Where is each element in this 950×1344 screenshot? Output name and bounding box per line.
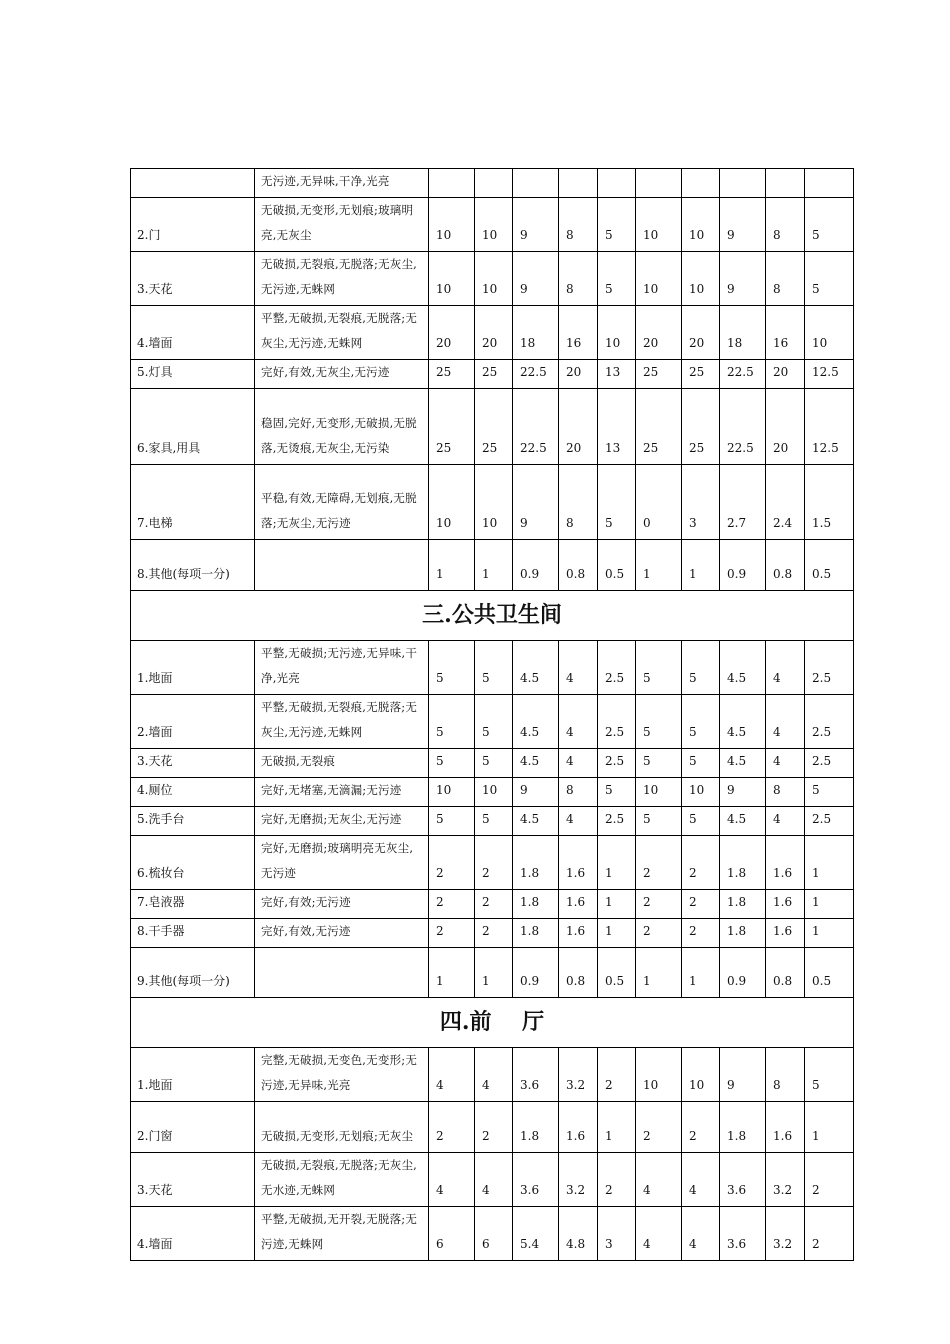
score-cell: 10 <box>429 252 475 306</box>
score-cell: 9 <box>720 1048 766 1102</box>
score-cell: 16 <box>559 306 598 360</box>
score-cell: 2 <box>805 1153 854 1207</box>
score-cell: 10 <box>682 1048 720 1102</box>
standard-cell: 完好,无磨损;玻璃明亮无灰尘,无污迹 <box>255 836 429 890</box>
score-cell: 13 <box>598 389 636 465</box>
score-cell: 25 <box>429 360 475 389</box>
score-cell: 3.2 <box>559 1153 598 1207</box>
item-cell: 5.灯具 <box>131 360 255 389</box>
score-cell: 12.5 <box>805 360 854 389</box>
score-cell <box>475 169 513 198</box>
score-cell: 2 <box>636 1102 682 1153</box>
score-cell: 1.6 <box>559 919 598 948</box>
score-cell: 22.5 <box>720 360 766 389</box>
score-cell: 4 <box>682 1153 720 1207</box>
score-cell: 8 <box>766 252 805 306</box>
score-cell: 22.5 <box>513 389 559 465</box>
score-cell: 2.5 <box>598 641 636 695</box>
score-cell: 1.6 <box>559 1102 598 1153</box>
score-cell: 16 <box>766 306 805 360</box>
table-row <box>131 919 854 948</box>
table-row <box>131 1102 854 1153</box>
score-cell: 2 <box>429 919 475 948</box>
score-cell: 1.8 <box>513 836 559 890</box>
score-cell: 4.5 <box>720 695 766 749</box>
score-cell: 0.5 <box>598 540 636 591</box>
score-cell: 4.5 <box>513 807 559 836</box>
score-cell <box>720 169 766 198</box>
score-cell: 2.5 <box>598 807 636 836</box>
score-cell: 1 <box>598 836 636 890</box>
score-cell: 4 <box>636 1153 682 1207</box>
score-cell: 1 <box>429 948 475 998</box>
score-cell: 6 <box>475 1207 513 1261</box>
item-cell <box>131 169 255 198</box>
table-row <box>131 540 854 591</box>
score-cell <box>513 169 559 198</box>
score-cell: 3.6 <box>513 1048 559 1102</box>
score-cell: 4 <box>429 1048 475 1102</box>
score-cell: 3.2 <box>766 1207 805 1261</box>
score-cell: 2 <box>682 919 720 948</box>
score-cell: 5 <box>475 695 513 749</box>
score-cell: 5 <box>598 778 636 807</box>
section-title: 四.前 厅 <box>439 1009 545 1035</box>
score-cell: 10 <box>475 778 513 807</box>
score-cell <box>805 169 854 198</box>
score-cell: 25 <box>475 389 513 465</box>
score-cell: 10 <box>429 778 475 807</box>
score-cell: 1.8 <box>720 836 766 890</box>
item-cell: 5.洗手台 <box>131 807 255 836</box>
score-cell: 1 <box>805 1102 854 1153</box>
table-row <box>131 198 854 252</box>
standard-cell: 无破损,无变形,无划痕;玻璃明亮,无灰尘 <box>255 198 429 252</box>
score-cell: 9 <box>513 252 559 306</box>
score-cell: 5 <box>429 749 475 778</box>
standard-cell: 无破损,无裂痕,无脱落;无灰尘,无污迹,无蛛网 <box>255 252 429 306</box>
score-cell: 5 <box>429 695 475 749</box>
standard-cell: 无破损,无变形,无划痕;无灰尘 <box>255 1102 429 1153</box>
score-cell: 8 <box>766 1048 805 1102</box>
item-cell: 4.墙面 <box>131 1207 255 1261</box>
score-cell: 2 <box>429 1102 475 1153</box>
score-cell: 9 <box>720 198 766 252</box>
score-cell: 0.8 <box>766 948 805 998</box>
standard-cell: 平整,无破损;无污迹,无异味,干净,光亮 <box>255 641 429 695</box>
score-cell: 25 <box>682 389 720 465</box>
score-cell: 6 <box>429 1207 475 1261</box>
score-cell: 10 <box>636 252 682 306</box>
score-cell: 0.8 <box>559 540 598 591</box>
score-cell: 5 <box>805 198 854 252</box>
table-row <box>131 807 854 836</box>
score-cell: 8 <box>559 198 598 252</box>
score-cell: 22.5 <box>513 360 559 389</box>
score-cell: 10 <box>636 778 682 807</box>
score-cell: 1.8 <box>513 890 559 919</box>
score-cell: 25 <box>682 360 720 389</box>
score-cell: 2 <box>475 919 513 948</box>
score-cell: 10 <box>429 198 475 252</box>
score-cell: 4.5 <box>720 749 766 778</box>
standard-cell <box>255 948 429 998</box>
score-cell: 5 <box>805 1048 854 1102</box>
score-cell: 9 <box>513 778 559 807</box>
score-cell: 3.2 <box>766 1153 805 1207</box>
table-row <box>131 360 854 389</box>
score-cell: 3.6 <box>720 1153 766 1207</box>
score-cell: 4 <box>766 749 805 778</box>
table-row <box>131 389 854 465</box>
score-cell: 2.5 <box>805 807 854 836</box>
table-row <box>131 465 854 540</box>
score-cell: 1 <box>636 948 682 998</box>
score-cell: 4 <box>766 807 805 836</box>
score-cell: 1.6 <box>559 836 598 890</box>
score-cell: 8 <box>559 778 598 807</box>
score-cell: 5 <box>636 807 682 836</box>
score-cell: 0 <box>636 465 682 540</box>
item-cell: 6.家具,用具 <box>131 389 255 465</box>
score-cell: 1 <box>598 890 636 919</box>
item-cell: 7.电梯 <box>131 465 255 540</box>
standard-cell: 平稳,有效,无障碍,无划痕,无脱落;无灰尘,无污迹 <box>255 465 429 540</box>
score-cell: 4.5 <box>513 695 559 749</box>
score-cell: 9 <box>720 252 766 306</box>
score-cell: 9 <box>513 465 559 540</box>
score-cell: 4.8 <box>559 1207 598 1261</box>
score-cell: 5.4 <box>513 1207 559 1261</box>
score-cell: 18 <box>513 306 559 360</box>
standard-cell: 完好,有效;无污迹 <box>255 890 429 919</box>
item-cell: 1.地面 <box>131 641 255 695</box>
score-cell: 4 <box>559 695 598 749</box>
score-cell: 10 <box>636 198 682 252</box>
score-cell: 2 <box>598 1048 636 1102</box>
score-cell: 5 <box>682 807 720 836</box>
score-cell: 3.2 <box>559 1048 598 1102</box>
table-row <box>131 306 854 360</box>
score-cell <box>559 169 598 198</box>
score-cell: 1.6 <box>766 890 805 919</box>
section-heading-cell <box>131 591 854 641</box>
section-heading-cell <box>131 998 854 1048</box>
score-cell: 5 <box>682 749 720 778</box>
item-cell: 9.其他(每项一分) <box>131 948 255 998</box>
score-cell: 3 <box>598 1207 636 1261</box>
score-cell: 20 <box>636 306 682 360</box>
score-cell: 12.5 <box>805 389 854 465</box>
item-cell: 3.天花 <box>131 1153 255 1207</box>
standard-cell: 平整,无破损,无裂痕,无脱落;无灰尘,无污迹,无蛛网 <box>255 306 429 360</box>
score-cell: 4.5 <box>513 641 559 695</box>
item-cell: 3.天花 <box>131 252 255 306</box>
table-row <box>131 749 854 778</box>
score-cell: 25 <box>429 389 475 465</box>
score-cell: 1 <box>682 948 720 998</box>
score-cell <box>429 169 475 198</box>
score-cell: 18 <box>720 306 766 360</box>
score-cell: 20 <box>682 306 720 360</box>
score-cell: 1 <box>475 540 513 591</box>
item-cell: 2.门 <box>131 198 255 252</box>
score-cell: 2 <box>429 836 475 890</box>
score-cell: 4 <box>475 1153 513 1207</box>
item-cell: 2.墙面 <box>131 695 255 749</box>
score-cell: 0.5 <box>598 948 636 998</box>
score-cell: 4 <box>429 1153 475 1207</box>
score-cell: 10 <box>475 252 513 306</box>
score-cell: 0.9 <box>720 540 766 591</box>
item-cell: 8.干手器 <box>131 919 255 948</box>
score-cell <box>598 169 636 198</box>
table-row <box>131 1153 854 1207</box>
score-cell: 2.5 <box>598 695 636 749</box>
score-cell: 20 <box>475 306 513 360</box>
score-cell: 1.8 <box>720 1102 766 1153</box>
score-cell: 2.5 <box>805 695 854 749</box>
score-cell: 2.5 <box>805 641 854 695</box>
score-cell: 1 <box>805 919 854 948</box>
score-cell: 5 <box>475 641 513 695</box>
score-cell: 4 <box>766 641 805 695</box>
item-cell: 3.天花 <box>131 749 255 778</box>
score-cell: 20 <box>559 389 598 465</box>
item-cell: 7.皂液器 <box>131 890 255 919</box>
table-row <box>131 695 854 749</box>
table-row <box>131 948 854 998</box>
table-row <box>131 778 854 807</box>
score-cell: 5 <box>636 749 682 778</box>
score-cell: 2 <box>475 1102 513 1153</box>
score-cell: 0.9 <box>513 540 559 591</box>
score-cell: 5 <box>429 807 475 836</box>
score-cell: 4 <box>766 695 805 749</box>
score-cell: 1.5 <box>805 465 854 540</box>
score-cell: 1.8 <box>720 890 766 919</box>
standard-cell: 无破损,无裂痕,无脱落;无灰尘,无水迹,无蛛网 <box>255 1153 429 1207</box>
score-cell: 5 <box>429 641 475 695</box>
score-cell: 2 <box>682 836 720 890</box>
score-cell: 1 <box>429 540 475 591</box>
score-cell: 2.4 <box>766 465 805 540</box>
item-cell: 4.墙面 <box>131 306 255 360</box>
table-body <box>131 169 854 1261</box>
score-cell: 4 <box>475 1048 513 1102</box>
score-cell: 5 <box>682 641 720 695</box>
score-cell: 20 <box>429 306 475 360</box>
table-row <box>131 641 854 695</box>
score-cell: 4 <box>559 641 598 695</box>
score-cell <box>682 169 720 198</box>
section-heading-row <box>131 591 854 641</box>
score-cell: 2 <box>429 890 475 919</box>
score-cell: 5 <box>805 252 854 306</box>
score-cell: 5 <box>636 695 682 749</box>
score-cell: 0.5 <box>805 948 854 998</box>
standard-cell: 平整,无破损,无裂痕,无脱落;无灰尘,无污迹,无蛛网 <box>255 695 429 749</box>
item-cell: 8.其他(每项一分) <box>131 540 255 591</box>
score-cell: 5 <box>805 778 854 807</box>
score-cell: 1 <box>805 890 854 919</box>
score-cell: 8 <box>559 252 598 306</box>
score-cell: 0.8 <box>559 948 598 998</box>
score-cell: 1 <box>636 540 682 591</box>
score-cell: 1.6 <box>559 890 598 919</box>
score-cell: 1 <box>598 1102 636 1153</box>
score-cell: 10 <box>682 252 720 306</box>
score-cell: 5 <box>598 252 636 306</box>
table-row <box>131 1048 854 1102</box>
score-cell: 2.5 <box>598 749 636 778</box>
table-row <box>131 836 854 890</box>
score-cell: 2 <box>805 1207 854 1261</box>
score-cell: 2 <box>636 836 682 890</box>
score-cell: 3 <box>682 465 720 540</box>
item-cell: 1.地面 <box>131 1048 255 1102</box>
score-cell: 10 <box>805 306 854 360</box>
score-cell: 1 <box>598 919 636 948</box>
score-cell: 4.5 <box>720 641 766 695</box>
table-row <box>131 1207 854 1261</box>
score-cell: 0.9 <box>720 948 766 998</box>
item-cell: 6.梳妆台 <box>131 836 255 890</box>
table-row <box>131 890 854 919</box>
score-cell: 2 <box>636 919 682 948</box>
score-cell: 20 <box>766 389 805 465</box>
score-cell: 1.8 <box>720 919 766 948</box>
score-cell: 3.6 <box>720 1207 766 1261</box>
score-cell: 8 <box>766 198 805 252</box>
score-cell: 3.6 <box>513 1153 559 1207</box>
score-cell: 0.9 <box>513 948 559 998</box>
standard-cell: 完好,无堵塞,无滴漏;无污迹 <box>255 778 429 807</box>
score-cell: 10 <box>475 465 513 540</box>
score-cell: 5 <box>475 807 513 836</box>
score-cell: 2 <box>682 1102 720 1153</box>
standard-cell: 稳固,完好,无变形,无破损,无脱落,无烫痕,无灰尘,无污染 <box>255 389 429 465</box>
score-cell: 13 <box>598 360 636 389</box>
standard-cell: 完好,有效,无灰尘,无污迹 <box>255 360 429 389</box>
score-cell: 25 <box>636 389 682 465</box>
score-cell: 5 <box>475 749 513 778</box>
score-cell: 2 <box>475 836 513 890</box>
score-cell: 2.5 <box>805 749 854 778</box>
score-cell: 9 <box>720 778 766 807</box>
score-cell: 0.8 <box>766 540 805 591</box>
standard-cell: 完好,无磨损;无灰尘,无污迹 <box>255 807 429 836</box>
standard-cell: 完整,无破损,无变色,无变形;无污迹,无异味,光亮 <box>255 1048 429 1102</box>
score-cell: 8 <box>559 465 598 540</box>
score-cell: 22.5 <box>720 389 766 465</box>
score-cell: 4 <box>559 807 598 836</box>
score-cell: 2 <box>475 890 513 919</box>
score-cell: 5 <box>598 198 636 252</box>
score-cell: 10 <box>682 778 720 807</box>
standard-cell: 平整,无破损,无开裂,无脱落;无污迹,无蛛网 <box>255 1207 429 1261</box>
score-cell: 4.5 <box>720 807 766 836</box>
inspection-score-table <box>130 168 854 1261</box>
section-title: 三.公共卫生间 <box>422 602 562 628</box>
score-cell: 9 <box>513 198 559 252</box>
score-cell: 4 <box>559 749 598 778</box>
score-cell: 2 <box>682 890 720 919</box>
item-cell: 2.门窗 <box>131 1102 255 1153</box>
score-cell: 1.6 <box>766 919 805 948</box>
score-cell <box>636 169 682 198</box>
table-row <box>131 252 854 306</box>
score-cell: 20 <box>559 360 598 389</box>
score-cell: 1 <box>682 540 720 591</box>
standard-cell: 完好,有效,无污迹 <box>255 919 429 948</box>
score-cell: 4.5 <box>513 749 559 778</box>
score-cell <box>766 169 805 198</box>
score-cell: 25 <box>636 360 682 389</box>
score-cell: 25 <box>475 360 513 389</box>
score-cell: 1.8 <box>513 1102 559 1153</box>
standard-cell: 无破损,无裂痕 <box>255 749 429 778</box>
score-cell: 10 <box>475 198 513 252</box>
score-cell: 1.8 <box>513 919 559 948</box>
score-cell: 1.6 <box>766 836 805 890</box>
item-cell: 4.厕位 <box>131 778 255 807</box>
score-cell: 5 <box>682 695 720 749</box>
score-cell: 8 <box>766 778 805 807</box>
score-cell: 4 <box>682 1207 720 1261</box>
section-heading-row <box>131 998 854 1048</box>
score-cell: 10 <box>636 1048 682 1102</box>
score-cell: 20 <box>766 360 805 389</box>
score-cell: 10 <box>429 465 475 540</box>
score-cell: 5 <box>598 465 636 540</box>
standard-cell: 无污迹,无异味,干净,光亮 <box>255 169 429 198</box>
score-cell: 2 <box>636 890 682 919</box>
score-cell: 1 <box>475 948 513 998</box>
table-row <box>131 169 854 198</box>
score-cell: 0.5 <box>805 540 854 591</box>
score-cell: 4 <box>636 1207 682 1261</box>
score-cell: 1 <box>805 836 854 890</box>
score-cell: 2.7 <box>720 465 766 540</box>
score-cell: 10 <box>682 198 720 252</box>
score-cell: 5 <box>636 641 682 695</box>
score-cell: 1.6 <box>766 1102 805 1153</box>
score-cell: 2 <box>598 1153 636 1207</box>
standard-cell <box>255 540 429 591</box>
score-cell: 10 <box>598 306 636 360</box>
